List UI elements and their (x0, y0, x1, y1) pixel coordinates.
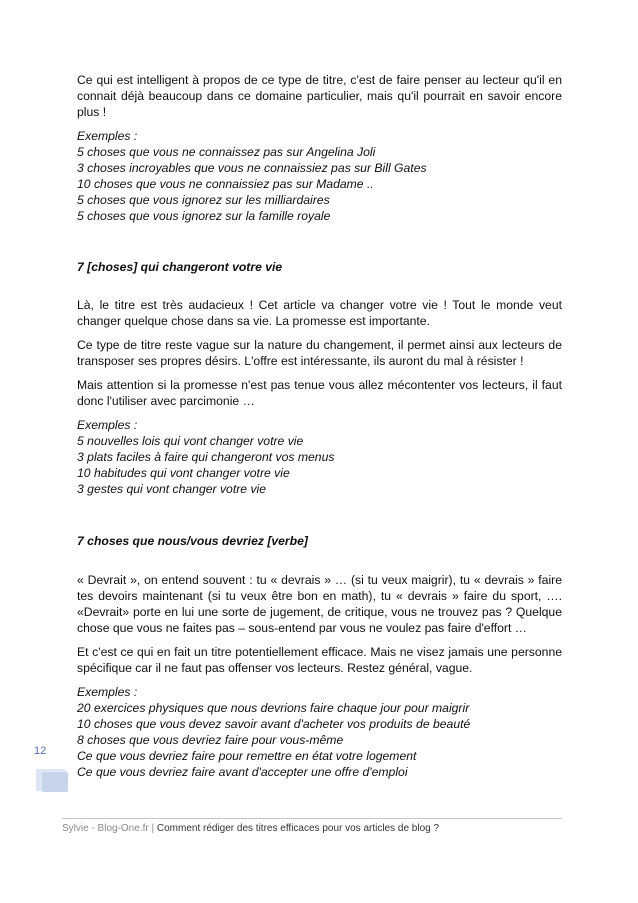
footer-site: Sylvie - Blog-One.fr (62, 823, 149, 834)
example-item: Ce que vous devriez faire avant d'accepter une offre d'emploi (77, 765, 408, 779)
tab-shape-front (42, 772, 68, 792)
page-tab-decoration (36, 769, 68, 793)
page-number: 12 (34, 745, 47, 757)
page-content (77, 72, 562, 780)
example-item: 3 gestes qui vont changer votre vie (77, 482, 267, 496)
section-heading-changer-vie: 7 [choses] qui changeront votre vie (77, 260, 283, 274)
paragraph: Là, le titre est très audacieux ! Cet article va changer votre vie ! Tout le monde veut changer quelque chose dans sa vie. La promesse est importante. (77, 298, 562, 328)
example-item: 5 choses que vous ignorez sur la famille royale (77, 209, 331, 223)
paragraph: « Devrait », on entend souvent : tu « devrais » … (si tu veux maigrir), tu « devrais » faire tes devoirs maintenant (si tu veux être bon en math), tu « devrais » faire du sport, …. «Devrait» porte en lui une sorte de jugement, de critique, vous ne trouvez pas ? Quelque chose que vous ne faites pas – sous-entend par vous ne voulez pas faire d'effort … (77, 573, 562, 635)
paragraph: Ce type de titre reste vague sur la nature du changement, il permet ainsi aux lecteurs de transposer ses propres désirs. L'offre est intéressante, ils auront du mal à résister ! (77, 338, 562, 368)
example-item: 3 plats faciles à faire qui changeront vos menus (77, 450, 335, 464)
paragraph: Mais attention si la promesse n'est pas tenue vous allez mécontenter vos lecteurs, il faut donc l'utiliser avec parcimonie … (77, 378, 562, 408)
section-heading-devriez: 7 choses que nous/vous devriez [verbe] (77, 534, 308, 548)
footer-title: Comment rédiger des titres efficaces pour vos articles de blog ? (156, 823, 440, 834)
example-item: 5 choses que vous ne connaissez pas sur Angelina Joli (77, 145, 376, 159)
intro-paragraph: Ce qui est intelligent à propos de ce type de titre, c'est de faire penser au lecteur qu'il en connait déjà beaucoup dans ce domaine particulier, mais qu'il pourrait en savoir encore plus ! (77, 73, 562, 119)
examples-label: Exemples : (77, 685, 138, 699)
example-item: 8 choses que vous devriez faire pour vous-même (77, 733, 344, 747)
footer-separator: | (151, 823, 155, 834)
paragraph: Et c'est ce qui en fait un titre potentiellement efficace. Mais ne visez jamais une personne spécifique car il ne faut pas offenser vos lecteurs. Restez général, vague. (77, 645, 562, 675)
example-item: 10 choses que vous devez savoir avant d'acheter vos produits de beauté (77, 717, 471, 731)
examples-list-1 (77, 128, 562, 224)
example-item: 10 habitudes qui vont changer votre vie (77, 466, 290, 480)
footer-divider (62, 818, 562, 819)
example-item: 20 exercices physiques que nous devrions faire chaque jour pour maigrir (77, 701, 470, 715)
examples-label: Exemples : (77, 418, 138, 432)
examples-list-3 (77, 684, 562, 780)
example-item: Ce que vous devriez faire pour remettre en état votre logement (77, 749, 417, 763)
example-item: 10 choses que vous ne connaissiez pas sur Madame .. (77, 177, 374, 191)
examples-label: Exemples : (77, 129, 138, 143)
example-item: 5 choses que vous ignorez sur les milliardaires (77, 193, 330, 207)
example-item: 5 nouvelles lois qui vont changer votre vie (77, 434, 304, 448)
examples-list-2 (77, 417, 562, 497)
footer (62, 823, 439, 834)
example-item: 3 choses incroyables que vous ne connaissiez pas sur Bill Gates (77, 161, 427, 175)
